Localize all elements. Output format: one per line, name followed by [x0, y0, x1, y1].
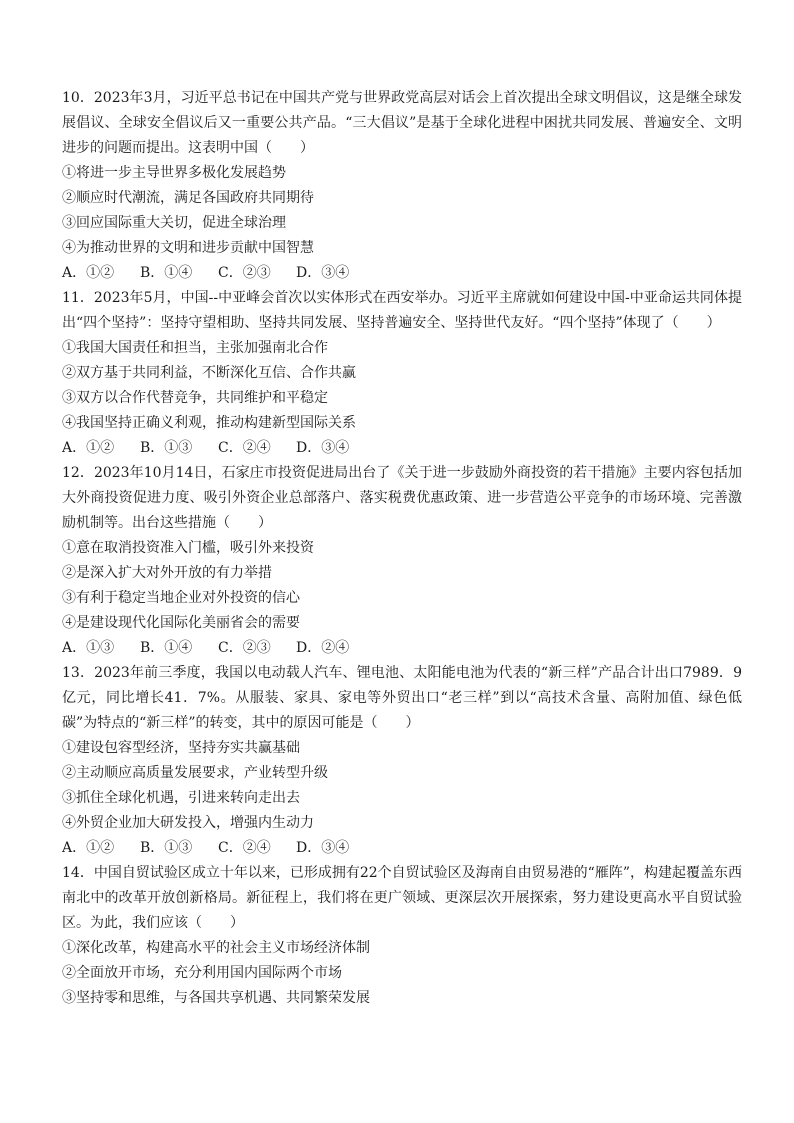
answer-choices [62, 261, 742, 286]
document-page [62, 86, 742, 1011]
answer-a: A．①③ [62, 640, 115, 656]
question-stem: 13．2023年前三季度，我国以电动载人汽车、锂电池、太阳能电池为代表的“新三样”产品合计出口7989．9亿元，同比增长41．7%。从服装、家具、家电等外贸出口“老三样”到以“高技术含量、高附加值、绿色低碳”为特点的“新三样”的转变，其中的原因可能是（ ） [62, 665, 742, 731]
option-2: ②是深入扩大对外开放的有力举措 [62, 565, 272, 581]
answer-c: C．②③ [218, 265, 271, 281]
question-stem: 11．2023年5月，中国--中亚峰会首次以实体形式在西安举办。习近平主席就如何建设中国-中亚命运共同体提出“四个坚持”：坚持守望相助、坚持共同发展、坚持普遍安全、坚持世代友好。“四个坚持”体现了（ ） [62, 290, 742, 331]
option-1: ①建设包容型经济，坚持夯实共赢基础 [62, 740, 300, 756]
question-stem: 12．2023年10月14日，石家庄市投资促进局出台了《关于进一步鼓励外商投资的若干措施》主要内容包括加大外商投资促进力度、吸引外资企业总部落户、落实税费优惠政策、进一步营造公平竞争的市场环境、完善激励机制等。出台这些措施（ ） [62, 465, 742, 531]
option-1: ①深化改革，构建高水平的社会主义市场经济体制 [62, 940, 370, 956]
question-12 [62, 461, 742, 661]
option-2: ②双方基于共同利益，不断深化互信、合作共赢 [62, 365, 356, 381]
option-3: ③回应国际重大关切，促进全球治理 [62, 215, 286, 231]
question-stem: 10．2023年3月，习近平总书记在中国共产党与世界政党高层对话会上首次提出全球文明倡议，这是继全球发展倡议、全球安全倡议后又一重要公共产品。“三大倡议”是基于全球化进程中困扰共同发展、普遍安全、文明进步的问题而提出。这表明中国（ ） [62, 90, 742, 156]
option-2: ②顺应时代潮流，满足各国政府共同期待 [62, 190, 314, 206]
answer-choices [62, 836, 742, 861]
option-2: ②全面放开市场，充分利用国内国际两个市场 [62, 965, 342, 981]
option-3: ③坚持零和思维，与各国共享机遇、共同繁荣发展 [62, 990, 370, 1006]
answer-d: D．②④ [296, 640, 350, 656]
option-3: ③抓住全球化机遇，引进来转向走出去 [62, 790, 300, 806]
option-1: ①将进一步主导世界多极化发展趋势 [62, 165, 286, 181]
answer-b: B．①③ [140, 840, 193, 856]
option-4: ④我国坚持正确义利观，推动构建新型国际关系 [62, 415, 356, 431]
question-stem: 14．中国自贸试验区成立十年以来，已形成拥有22个自贸试验区及海南自由贸易港的“雁阵”，构建起覆盖东西南北中的改革开放创新格局。新征程上，我们将在更广领域、更深层次开展探索，努力建设更高水平自贸试验区。为此，我们应该（ ） [62, 865, 742, 931]
answer-a: A．①② [62, 840, 115, 856]
answer-c: C．②③ [218, 640, 271, 656]
question-11 [62, 286, 742, 461]
option-4: ④是建设现代化国际化美丽省会的需要 [62, 615, 300, 631]
question-13 [62, 661, 742, 861]
answer-c: C．②④ [218, 440, 271, 456]
option-1: ①我国大国责任和担当，主张加强南北合作 [62, 340, 328, 356]
answer-a: A．①② [62, 440, 115, 456]
answer-c: C．②④ [218, 840, 271, 856]
answer-b: B．①④ [140, 640, 193, 656]
option-2: ②主动顺应高质量发展要求，产业转型升级 [62, 765, 328, 781]
option-4: ④外贸企业加大研发投入，增强内生动力 [62, 815, 314, 831]
answer-d: D．③④ [296, 440, 350, 456]
option-4: ④为推动世界的文明和进步贡献中国智慧 [62, 240, 314, 256]
answer-b: B．①④ [140, 265, 193, 281]
question-10 [62, 86, 742, 286]
answer-b: B．①③ [140, 440, 193, 456]
answer-a: A．①② [62, 265, 115, 281]
option-3: ③有利于稳定当地企业对外投资的信心 [62, 590, 300, 606]
option-3: ③双方以合作代替竞争，共同维护和平稳定 [62, 390, 328, 406]
answer-choices [62, 636, 742, 661]
option-1: ①意在取消投资准入门槛，吸引外来投资 [62, 540, 314, 556]
question-14 [62, 861, 742, 1011]
answer-d: D．③④ [296, 840, 350, 856]
answer-d: D．③④ [296, 265, 350, 281]
answer-choices [62, 436, 742, 461]
